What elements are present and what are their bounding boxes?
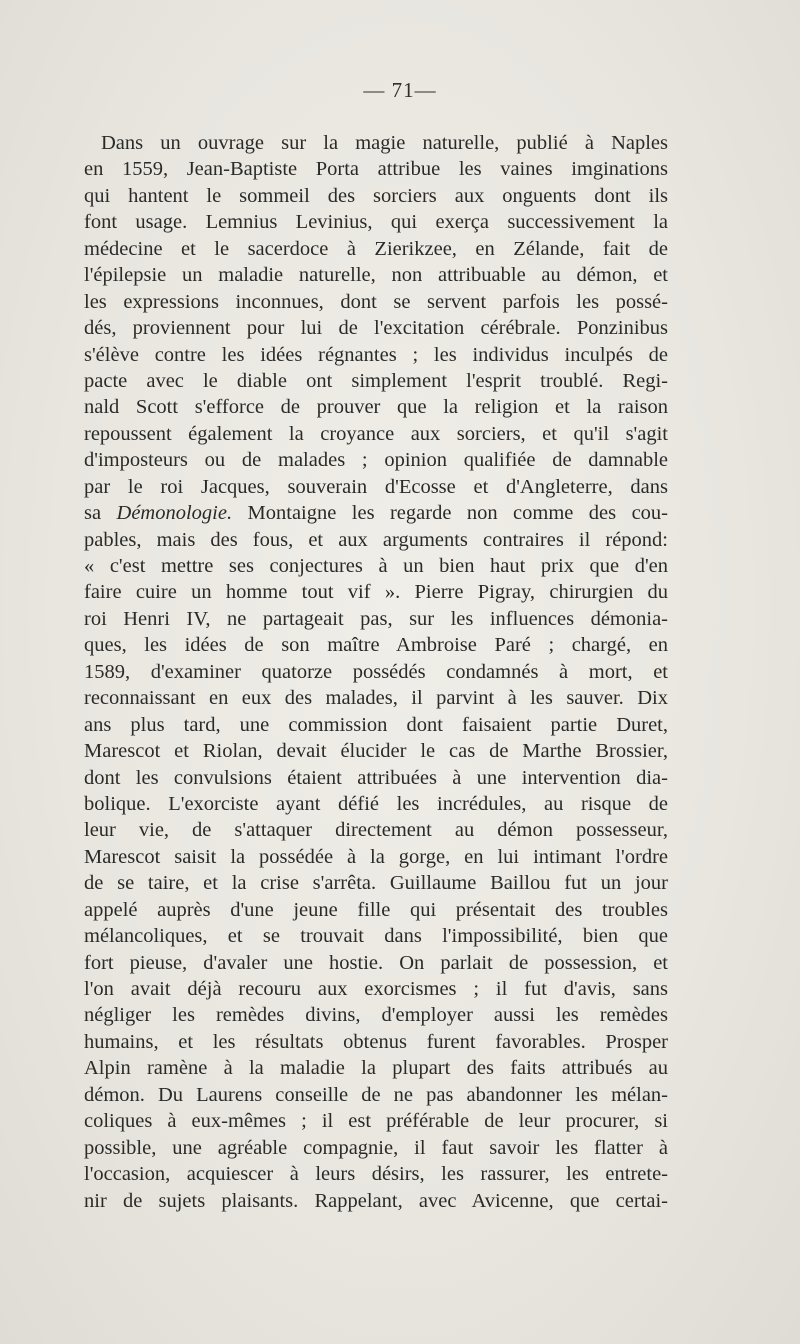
text-line: l'épilepsie un maladie naturelle, non attribuable au démon, et xyxy=(84,264,668,287)
text-line: médecine et le sacerdoce à Zierikzee, en Zélande, fait de xyxy=(84,237,668,260)
text-line: s'élève contre les idées régnantes ; les individus inculpés de xyxy=(84,343,668,366)
text-line: ques, les idées de son maître Ambroise Paré ; chargé, en xyxy=(84,634,668,657)
text-line: nir de sujets plaisants. Rappelant, avec Avicenne, que certai- xyxy=(84,1189,668,1212)
text-line: ans plus tard, une commission dont faisaient partie Duret, xyxy=(84,713,668,736)
text-line: l'on avait déjà recouru aux exorcismes ; il fut d'avis, sans xyxy=(84,978,668,1000)
text-line: l'occasion, acquiescer à leurs désirs, les rassurer, les entrete- xyxy=(84,1163,668,1186)
line-start: sa xyxy=(84,502,117,525)
text-line: par le roi Jacques, souverain d'Ecosse et d'Angleterre, dans xyxy=(84,475,668,498)
text-line: fort pieuse, d'avaler une hostie. On parlait de possession, et xyxy=(84,951,668,974)
text-line: nald Scott s'efforce de prouver que la religion et la raison xyxy=(84,396,668,419)
text-line: les expressions inconnues, dont se servent parfois les possé- xyxy=(84,290,668,313)
text-line: appelé auprès d'une jeune fille qui présentait des troubles xyxy=(84,898,668,921)
text-line: en 1559, Jean-Baptiste Porta attribue les vaines imginations xyxy=(84,158,668,181)
text-line: bolique. L'exorciste ayant défié les incrédules, au risque de xyxy=(84,792,668,815)
text-line: d'imposteurs ou de malades ; opinion qualifiée de damnable xyxy=(84,449,668,472)
book-title: Démonologie. xyxy=(116,502,233,525)
text-line: dont les convulsions étaient attribuées à une intervention dia- xyxy=(84,766,668,789)
text-line: qui hantent le sommeil des sorciers aux onguents dont ils xyxy=(84,184,668,207)
page-number: — 71— xyxy=(363,78,437,102)
text-line: reconnaissant en eux des malades, il parvint à les sauver. Dix xyxy=(84,687,668,710)
text-line: roi Henri IV, ne partageait pas, sur les influences démonia- xyxy=(84,607,668,630)
text-line: 1589, d'examiner quatorze possédés condamnés à mort, et xyxy=(84,660,668,683)
text-line: leur vie, de s'attaquer directement au démon possesseur, xyxy=(84,819,668,842)
text-line-with-title xyxy=(84,500,668,526)
text-line: Marescot et Riolan, devait élucider le cas de Marthe Brossier, xyxy=(84,740,668,763)
text-line: dés, proviennent pour lui de l'excitation cérébrale. Ponzinibus xyxy=(84,317,668,340)
text-line: de se taire, et la crise s'arrêta. Guillaume Baillou fut un jour xyxy=(84,872,668,895)
text-line: Marescot saisit la possédée à la gorge, en lui intimant l'ordre xyxy=(84,845,668,868)
text-line: Alpin ramène à la maladie la plupart des faits attribués au xyxy=(84,1057,668,1080)
text-line: faire cuire un homme tout vif ». Pierre Pigray, chirurgien du xyxy=(84,581,668,604)
text-line: possible, une agréable compagnie, il faut savoir les flatter à xyxy=(84,1136,668,1159)
text-line: mélancoliques, et se trouvait dans l'impossibilité, bien que xyxy=(84,925,668,948)
body-text xyxy=(84,130,668,1214)
text-line: coliques à eux-mêmes ; il est préférable de leur procurer, si xyxy=(84,1110,668,1133)
text-line: pables, mais des fous, et aux arguments contraires il répond: xyxy=(84,528,668,551)
text-line: font usage. Lemnius Levinius, qui exerça successivement la xyxy=(84,211,668,234)
text-line: négliger les remèdes divins, d'employer aussi les remèdes xyxy=(84,1004,668,1027)
text-line: Dans un ouvrage sur la magie naturelle, publié à Naples xyxy=(101,132,668,154)
text-line: pacte avec le diable ont simplement l'esprit troublé. Regi- xyxy=(84,369,668,392)
text-line: « c'est mettre ses conjectures à un bien haut prix que d'en xyxy=(84,555,668,577)
text-line: humains, et les résultats obtenus furent favorables. Prosper xyxy=(84,1030,668,1053)
text-line: repoussent également la croyance aux sorciers, et qu'il s'agit xyxy=(84,422,668,445)
text-line: démon. Du Laurens conseille de ne pas abandonner les mélan- xyxy=(84,1083,668,1106)
line-end: Montaigne les regarde non comme des cou- xyxy=(232,502,668,525)
